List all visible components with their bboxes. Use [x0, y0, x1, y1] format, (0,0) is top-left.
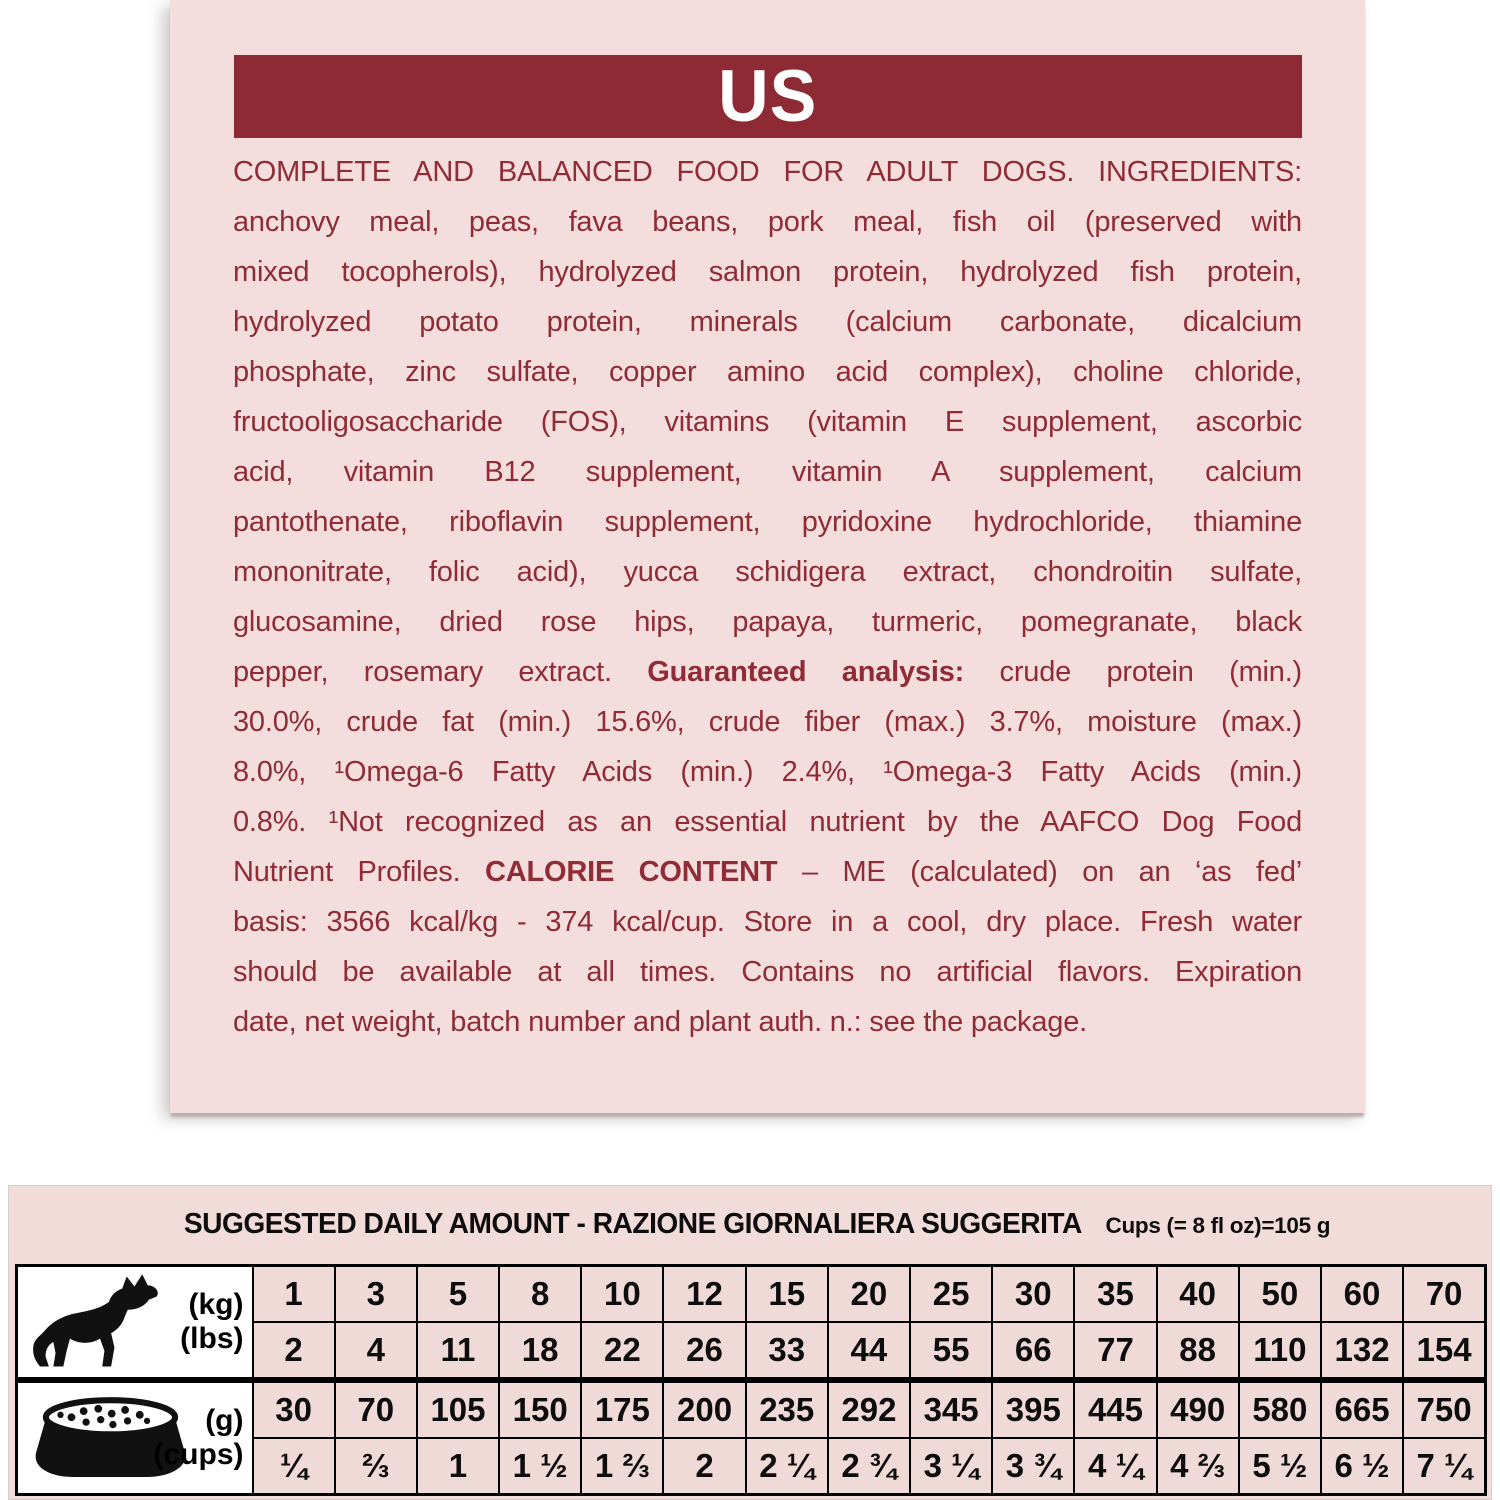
ingredient-line: COMPLETE AND BALANCED FOOD FOR ADULT DOGS. INGREDIENTS:: [233, 156, 1302, 188]
amount-value-cell: 25: [910, 1266, 992, 1323]
amount-value-cell: 110: [1239, 1322, 1321, 1379]
ingredient-line: Nutrient Profiles. CALORIE CONTENT – ME (calculated) on an ‘as fed’: [233, 856, 1302, 888]
amount-value-cell: 40: [1157, 1266, 1239, 1323]
amount-value-cell: 4 ¼: [1074, 1438, 1156, 1495]
ingredient-line: should be available at all times. Contains no artificial flavors. Expiration: [233, 956, 1302, 988]
amount-value-cell: 3: [335, 1266, 417, 1323]
ingredient-line: mixed tocopherols), hydrolyzed salmon protein, hydrolyzed fish protein,: [233, 256, 1302, 288]
amount-value-cell: 3 ¼: [910, 1438, 992, 1495]
feeding-table-title-note: Cups (= 8 fl oz)=105 g: [1105, 1213, 1331, 1238]
unit-label-cell: [17, 1266, 253, 1379]
amount-value-cell: 70: [1403, 1266, 1485, 1323]
amount-value-cell: 105: [417, 1382, 499, 1439]
amount-value-cell: 1: [253, 1266, 335, 1323]
region-banner: [234, 55, 1302, 138]
amount-value-cell: 235: [746, 1382, 828, 1439]
amount-value-cell: 15: [746, 1266, 828, 1323]
amount-value-cell: 2 ¾: [828, 1438, 910, 1495]
ingredient-line: pepper, rosemary extract. Guaranteed analysis: crude protein (min.): [233, 656, 1303, 688]
amount-value-cell: 1: [417, 1438, 499, 1495]
amount-value-cell: 88: [1157, 1322, 1239, 1379]
ingredient-line: fructooligosaccharide (FOS), vitamins (vitamin E supplement, ascorbic: [233, 406, 1302, 438]
amount-value-cell: 1 ⅔: [581, 1438, 663, 1495]
amount-table-group: [15, 1264, 1487, 1380]
ingredients-panel: [170, 0, 1365, 1113]
amount-value-cell: 5 ½: [1239, 1438, 1321, 1495]
feeding-guide-panel: [8, 1185, 1492, 1500]
amount-value-cell: 26: [663, 1322, 745, 1379]
unit-label-cell: [17, 1382, 253, 1495]
amount-value-cell: 60: [1321, 1266, 1403, 1323]
amount-value-cell: 345: [910, 1382, 992, 1439]
amount-value-cell: 580: [1239, 1382, 1321, 1439]
amount-value-cell: 292: [828, 1382, 910, 1439]
amount-table-group: [15, 1380, 1487, 1496]
amount-value-cell: 2: [663, 1438, 745, 1495]
ingredient-line: phosphate, zinc sulfate, copper amino acid complex), choline chloride,: [233, 356, 1302, 388]
amount-value-cell: 50: [1239, 1266, 1321, 1323]
unit-label: (lbs): [180, 1322, 244, 1355]
amount-value-cell: 12: [663, 1266, 745, 1323]
amount-value-cell: 4 ⅔: [1157, 1438, 1239, 1495]
feeding-table-title: [9, 1208, 1491, 1241]
amount-value-cell: 5: [417, 1266, 499, 1323]
amount-value-cell: 3 ¾: [992, 1438, 1074, 1495]
amount-value-cell: 175: [581, 1382, 663, 1439]
amount-value-cell: 200: [663, 1382, 745, 1439]
region-title: US: [718, 56, 818, 137]
amount-value-cell: 44: [828, 1322, 910, 1379]
amount-value-cell: 150: [499, 1382, 581, 1439]
amount-value-cell: 70: [335, 1382, 417, 1439]
ingredient-line: glucosamine, dried rose hips, papaya, turmeric, pomegranate, black: [233, 606, 1302, 638]
amount-value-cell: 1 ½: [499, 1438, 581, 1495]
ingredient-line: basis: 3566 kcal/kg - 374 kcal/cup. Store in a cool, dry place. Fresh water: [233, 906, 1302, 938]
amount-value-cell: 6 ½: [1321, 1438, 1403, 1495]
amount-value-cell: 132: [1321, 1322, 1403, 1379]
amount-value-cell: 665: [1321, 1382, 1403, 1439]
ingredient-line: anchovy meal, peas, fava beans, pork meal, fish oil (preserved with: [233, 206, 1302, 238]
amount-value-cell: 66: [992, 1322, 1074, 1379]
amount-value-cell: 20: [828, 1266, 910, 1323]
amount-value-cell: 7 ¼: [1403, 1438, 1485, 1495]
unit-label: (kg): [188, 1288, 244, 1321]
amount-value-cell: ¼: [253, 1438, 335, 1495]
ingredient-line: acid, vitamin B12 supplement, vitamin A supplement, calcium: [233, 456, 1302, 488]
amount-table: [15, 1264, 1487, 1496]
unit-label: (g): [205, 1404, 244, 1437]
amount-value-cell: 30: [253, 1382, 335, 1439]
unit-label: (cups): [153, 1438, 244, 1471]
ingredient-line: hydrolyzed potato protein, minerals (calcium carbonate, dicalcium: [233, 306, 1302, 338]
amount-value-cell: 77: [1074, 1322, 1156, 1379]
amount-value-cell: 18: [499, 1322, 581, 1379]
amount-value-cell: 490: [1157, 1382, 1239, 1439]
amount-value-cell: 445: [1074, 1382, 1156, 1439]
feeding-table-title-main: SUGGESTED DAILY AMOUNT - RAZIONE GIORNALIERA SUGGERITA: [183, 1208, 1082, 1240]
amount-value-cell: 8: [499, 1266, 581, 1323]
ingredient-line: date, net weight, batch number and plant auth. n.: see the package.: [233, 1006, 1087, 1038]
ingredients-text: [233, 147, 1302, 1047]
ingredient-line: mononitrate, folic acid), yucca schidigera extract, chondroitin sulfate,: [233, 556, 1302, 588]
amount-value-cell: 4: [335, 1322, 417, 1379]
amount-value-cell: 11: [417, 1322, 499, 1379]
amount-value-cell: 33: [746, 1322, 828, 1379]
amount-value-cell: 2 ¼: [746, 1438, 828, 1495]
ingredient-line: pantothenate, riboflavin supplement, pyridoxine hydrochloride, thiamine: [233, 506, 1302, 538]
amount-value-cell: 395: [992, 1382, 1074, 1439]
amount-value-cell: 750: [1403, 1382, 1485, 1439]
amount-value-cell: 2: [253, 1322, 335, 1379]
amount-value-cell: 10: [581, 1266, 663, 1323]
ingredient-line: 0.8%. ¹Not recognized as an essential nutrient by the AAFCO Dog Food: [233, 806, 1302, 838]
amount-value-cell: 30: [992, 1266, 1074, 1323]
amount-value-cell: ⅔: [335, 1438, 417, 1495]
amount-value-cell: 55: [910, 1322, 992, 1379]
ingredient-line: 30.0%, crude fat (min.) 15.6%, crude fiber (max.) 3.7%, moisture (max.): [233, 706, 1302, 738]
amount-value-cell: 35: [1074, 1266, 1156, 1323]
ingredient-line: 8.0%, ¹Omega-6 Fatty Acids (min.) 2.4%, ¹Omega-3 Fatty Acids (min.): [233, 756, 1302, 788]
amount-value-cell: 22: [581, 1322, 663, 1379]
amount-value-cell: 154: [1403, 1322, 1485, 1379]
